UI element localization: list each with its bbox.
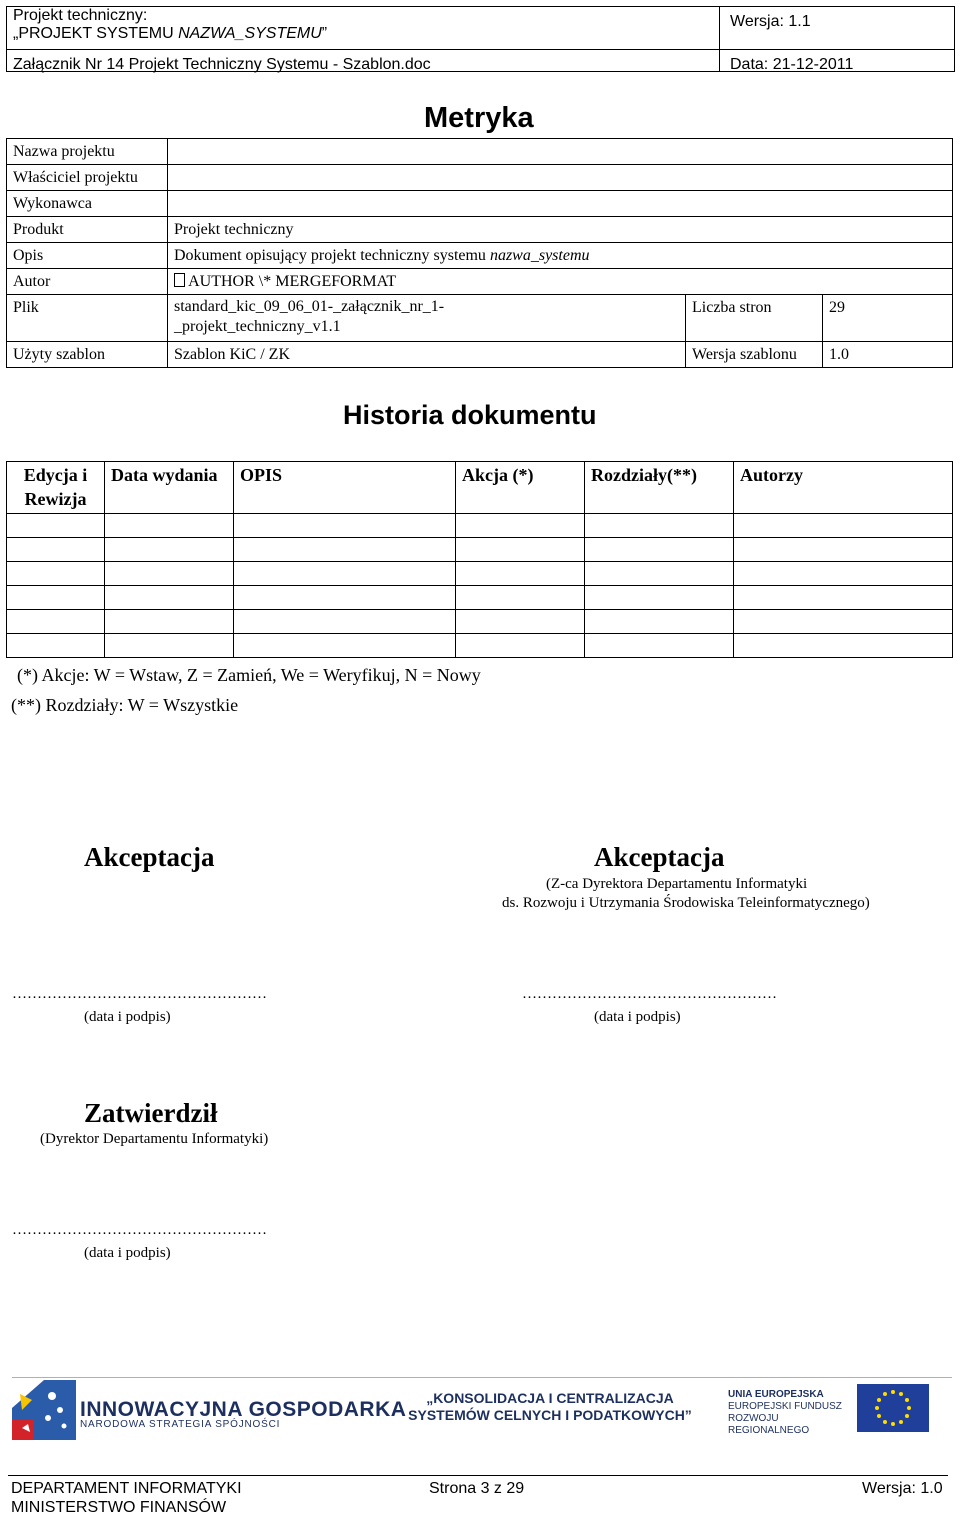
metryka-table [6,138,953,368]
produkt-label: Produkt [7,217,168,243]
col-rozdzialy: Rozdziały(**) [585,462,734,514]
cell [105,586,234,610]
szablon-value: Szablon KiC / ZK [168,342,686,368]
metryka-row [7,295,953,342]
header-project-label: Projekt techniczny: [13,7,148,24]
zatwierdzil-subtitle: (Dyrektor Departamentu Informatyki) [40,1131,269,1147]
cell [585,634,734,658]
historia-header-row [7,462,953,514]
cell [234,538,456,562]
akceptacja-left-title: Akceptacja [84,842,215,872]
cell [734,538,953,562]
metryka-row [7,342,953,368]
header-project-cell [7,7,720,50]
table-row [7,586,953,610]
cell [234,586,456,610]
wlasciciel-value [168,165,953,191]
cell [585,514,734,538]
metryka-row [7,165,953,191]
cell [105,610,234,634]
table-row [7,610,953,634]
metryka-row [7,269,953,295]
cell [734,634,953,658]
cell [456,610,585,634]
akceptacja-right-signature-line: …………………………………………… [522,986,777,1002]
ig-logo-title: INNOWACYJNA GOSPODARKA [80,1398,407,1421]
cell [105,562,234,586]
zatwierdzil-signature-label: (data i podpis) [84,1245,171,1261]
cell [7,634,105,658]
cell [234,514,456,538]
header-attachment-cell [7,49,720,71]
wlasciciel-label: Właściciel projektu [7,165,168,191]
cell [585,586,734,610]
cell [585,562,734,586]
wykonawca-value [168,191,953,217]
cell [456,634,585,658]
metryka-row [7,139,953,165]
akceptacja-right-subtitle-2: ds. Rozwoju i Utrzymania Środowiska Teleinformatycznego) [502,895,870,911]
cell [234,562,456,586]
header-date-cell [720,49,955,71]
akceptacja-left-signature-label: (data i podpis) [84,1009,171,1025]
opis-label: Opis [7,243,168,269]
autor-value: AUTHOR \* MERGEFORMAT [168,269,953,295]
nazwa-value [168,139,953,165]
header-date: Data: 21-12-2011 [730,55,854,73]
akceptacja-right-signature-label: (data i podpis) [594,1009,681,1025]
field-placeholder-icon [174,273,185,287]
col-data: Data wydania [105,462,234,514]
metryka-row [7,217,953,243]
cell [105,634,234,658]
cell [105,538,234,562]
metryka-row [7,243,953,269]
cell [456,562,585,586]
footer-version: Wersja: 1.0 [862,1480,943,1497]
cell [7,586,105,610]
cell [7,514,105,538]
cell [7,562,105,586]
zatwierdzil-title: Zatwierdził [84,1098,218,1128]
akceptacja-left-signature-line: …………………………………………… [12,986,267,1002]
wersja-szablonu-label: Wersja szablonu [686,342,823,368]
cell [456,538,585,562]
eu-flag-icon [857,1384,929,1432]
cell [585,538,734,562]
produkt-value: Projekt techniczny [168,217,953,243]
footer-ministry: MINISTERSTWO FINANSÓW [11,1499,227,1516]
opis-value: Dokument opisujący projekt techniczny systemu nazwa_systemu [168,243,953,269]
col-edycja: Edycja i Rewizja [7,462,105,514]
metryka-row [7,191,953,217]
plik-label: Plik [7,295,168,342]
innowacyjna-gospodarka-logo-icon [12,1380,76,1442]
zatwierdzil-signature-line: …………………………………………… [12,1222,267,1238]
cell [734,610,953,634]
wykonawca-label: Wykonawca [7,191,168,217]
ue-text: UNIA EUROPEJSKA EUROPEJSKI FUNDUSZ ROZWOJU REGIONALNEGO [728,1389,842,1436]
col-autorzy: Autorzy [734,462,953,514]
plik-value: standard_kic_09_06_01-_załącznik_nr_1- _projekt_techniczny_v1.1 [168,295,686,342]
liczba-stron-value: 29 [823,295,953,342]
header-version: Wersja: 1.1 [730,13,811,30]
header-version-cell [720,7,955,50]
historia-title: Historia dokumentu [343,400,597,430]
table-row [7,538,953,562]
cell [456,586,585,610]
page-header [6,6,955,72]
note-akcje: (*) Akcje: W = Wstaw, Z = Zamień, We = Weryfikuj, N = Nowy [17,665,481,685]
cell [734,586,953,610]
footer-page: Strona 3 z 29 [429,1480,525,1497]
cell [585,610,734,634]
metryka-title: Metryka [424,102,534,134]
header-project-name: „PROJEKT SYSTEMU NAZWA_SYSTEMU” [13,25,328,42]
ig-logo-subtitle: NARODOWA STRATEGIA SPÓJNOŚCI [80,1419,281,1430]
historia-table [6,461,953,658]
col-akcja: Akcja (*) [456,462,585,514]
cell [7,538,105,562]
konsolidacja-text: „KONSOLIDACJA I CENTRALIZACJA SYSTEMÓW CELNYCH I PODATKOWYCH” [408,1390,692,1423]
table-row [7,514,953,538]
cell [734,562,953,586]
cell [7,610,105,634]
cell [456,514,585,538]
akceptacja-right-title: Akceptacja [594,842,725,872]
col-opis: OPIS [234,462,456,514]
nazwa-label: Nazwa projektu [7,139,168,165]
footer-divider [8,1475,948,1476]
table-row [7,634,953,658]
footer-dept: DEPARTAMENT INFORMATYKI [11,1480,242,1497]
header-attachment: Załącznik Nr 14 Projekt Techniczny Systemu - Szablon.doc [13,55,431,73]
cell [234,610,456,634]
table-row [7,562,953,586]
note-rozdzialy: (**) Rozdziały: W = Wszystkie [11,695,239,715]
wersja-szablonu-value: 1.0 [823,342,953,368]
cell [734,514,953,538]
autor-label: Autor [7,269,168,295]
szablon-label: Użyty szablon [7,342,168,368]
cell [105,514,234,538]
logo-band-divider [12,1377,952,1378]
liczba-stron-label: Liczba stron [686,295,823,342]
akceptacja-right-subtitle-1: (Z-ca Dyrektora Departamentu Informatyki [546,876,808,892]
cell [234,634,456,658]
